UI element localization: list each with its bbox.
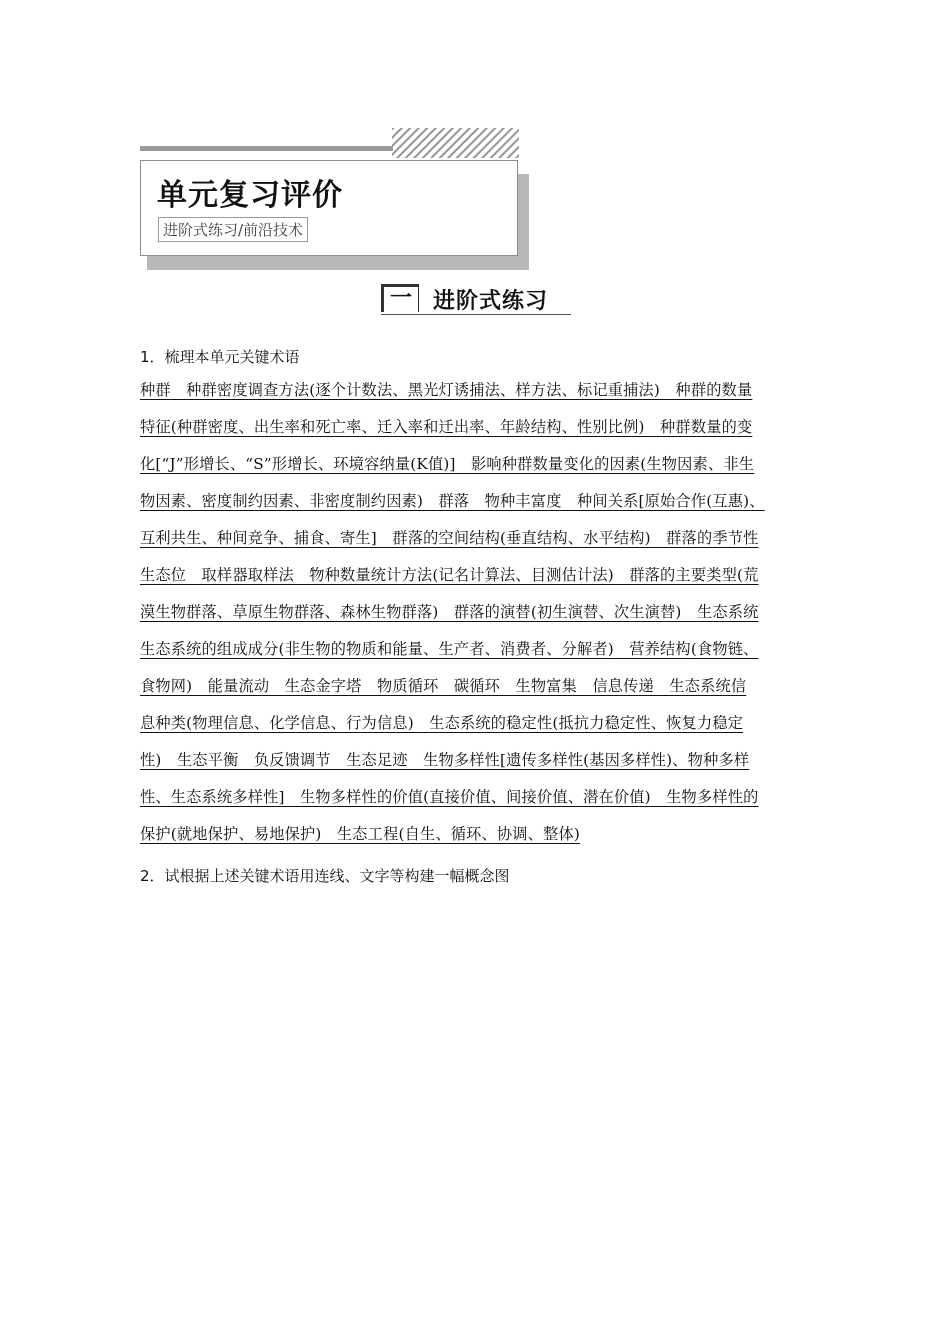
answer-line-text: 漠生物群落、草原生物群落、森林生物群落) 群落的演替(初生演替、次生演替) 生态系统 (140, 603, 759, 621)
answer-line-text: 食物网) 能量流动 生态金字塔 物质循环 碳循环 生物富集 信息传递 生态系统信 (140, 677, 747, 695)
title-top-bar (140, 146, 393, 151)
answer-line (140, 596, 830, 633)
answer-line (140, 633, 830, 670)
answer-line-text: 息种类(物理信息、化学信息、行为信息) 生态系统的稳定性(抵抗力稳定性、恢复力稳定 (140, 714, 744, 732)
answer-line-text: 生态位 取样器取样法 物种数量统计方法(记名计算法、目测估计法) 群落的主要类型(荒 (140, 566, 759, 584)
answer-line (140, 485, 830, 522)
title-hatch-decoration (392, 128, 519, 158)
section-number: 一 (381, 284, 419, 312)
page-subtitle: 进阶式练习/前沿技术 (158, 217, 308, 242)
answer-line-text: 保护(就地保护、易地保护) 生态工程(自生、循环、协调、整体) (140, 825, 580, 843)
answer-line-text: 种群 种群密度调查方法(逐个计数法、黑光灯诱捕法、样方法、标记重捕法) 种群的数量 (140, 381, 753, 399)
answer-line (140, 670, 830, 707)
question-2: 2．试根据上述关键术语用连线、文字等构建一幅概念图 (140, 867, 510, 885)
section-title: 进阶式练习 (433, 289, 549, 314)
answer-line (140, 411, 830, 448)
question-1: 1．梳理本单元关键术语 (140, 348, 300, 366)
answer-line-text: 化[“J”形增长、“S”形增长、环境容纳量(K值)] 影响种群数量变化的因素(生物因素、非生 (140, 455, 755, 473)
answer-line-text: 互利共生、种间竞争、捕食、寄生] 群落的空间结构(垂直结构、水平结构) 群落的季节性 (140, 529, 759, 547)
title-card (140, 160, 518, 256)
answer-line (140, 707, 830, 744)
answer-line (140, 744, 830, 781)
answer-line (140, 448, 830, 485)
answer-line-text: 生态系统的组成成分(非生物的物质和能量、生产者、消费者、分解者) 营养结构(食物链、 (140, 640, 759, 658)
answer-line (140, 374, 830, 411)
page-title: 单元复习评价 (157, 178, 343, 213)
answer-line-text: 物因素、密度制约因素、非密度制约因素) 群落 物种丰富度 种间关系[原始合作(互惠)、 (140, 492, 765, 510)
section-header (381, 284, 571, 315)
answer-line-text: 性、生态系统多样性] 生物多样性的价值(直接价值、间接价值、潜在价值) 生物多样性的 (140, 788, 759, 806)
answer-line (140, 559, 830, 596)
answer-block (140, 374, 830, 855)
answer-line (140, 818, 830, 855)
answer-line (140, 781, 830, 818)
answer-line-text: 特征(种群密度、出生率和死亡率、迁入率和迁出率、年龄结构、性别比例) 种群数量的变 (140, 418, 753, 436)
answer-line (140, 522, 830, 559)
answer-line-text: 性) 生态平衡 负反馈调节 生态足迹 生物多样性[遗传多样性(基因多样性)、物种多样 (140, 751, 750, 769)
